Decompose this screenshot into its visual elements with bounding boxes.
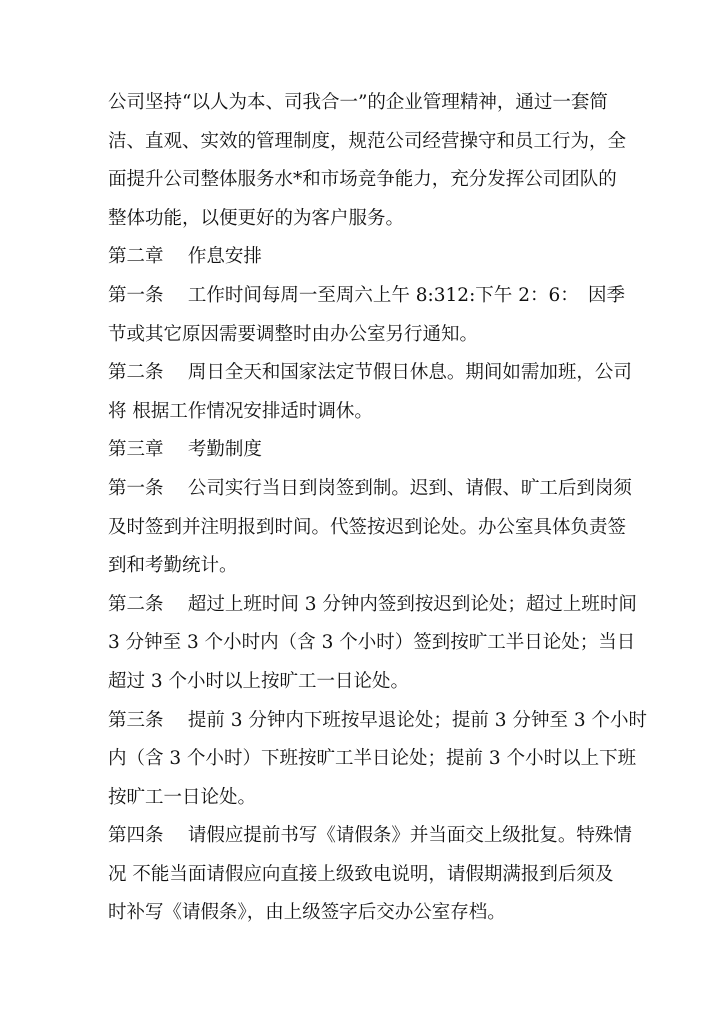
text-line: 整体功能，以便更好的为客户服务。 xyxy=(108,207,405,229)
text-line: 公司坚持“以人为本、司我合一”的企业管理精神，通过一套简 xyxy=(108,92,608,113)
article-holidays xyxy=(108,354,632,431)
text-line: 第四条 请假应提前书写《请假条》并当面交上级批复。特殊情 xyxy=(108,825,632,847)
article-early-leave xyxy=(108,702,647,818)
text-line: 内（含 3 个小时）下班按旷工半日论处；提前 3 个小时以上下班 xyxy=(108,748,637,770)
text-line: 第一条 公司实行当日到岗签到制。迟到、请假、旷工后到岗须 xyxy=(108,477,632,499)
text-line: 面提升公司整体服务水*和市场竞争能力，充分发挥公司团队的 xyxy=(108,169,617,191)
text-line: 第三章 考勤制度 xyxy=(108,439,262,461)
text-line: 及时签到并注明报到时间。代签按迟到论处。办公室具体负责签 xyxy=(108,516,627,538)
text-line: 到和考勤统计。 xyxy=(108,555,238,577)
text-line: 第三条 提前 3 分钟内下班按早退论处；提前 3 分钟至 3 个小时 xyxy=(108,709,647,731)
text-line: 第二条 周日全天和国家法定节假日休息。期间如需加班，公司 xyxy=(108,362,632,384)
text-line: 况 不能当面请假应向直接上级致电说明，请假期满报到后须及 xyxy=(108,863,614,885)
document-page xyxy=(108,84,647,933)
chapter-heading-attendance xyxy=(108,431,618,470)
text-line: 洁、直观、实效的管理制度，规范公司经营操守和员工行为，全 xyxy=(108,130,627,152)
text-line: 第二章 作息安排 xyxy=(108,246,262,268)
article-lateness xyxy=(108,586,637,702)
text-line: 节或其它原因需要调整时由办公室另行通知。 xyxy=(108,323,479,345)
article-working-hours xyxy=(108,277,625,354)
text-line: 第二条 超过上班时间 3 分钟内签到按迟到论处；超过上班时间 xyxy=(108,593,637,615)
text-line: 3 分钟至 3 个小时内（含 3 个小时）签到按旷工半日论处；当日 xyxy=(108,632,636,654)
article-leave-request xyxy=(108,817,632,933)
chapter-heading-work-schedule xyxy=(108,238,618,277)
paragraph-intro xyxy=(108,84,627,238)
text-line: 时补写《请假条》，由上级签字后交办公室存档。 xyxy=(108,902,506,924)
text-line: 第一条 工作时间每周一至周六上午 8:312:下午 2：6： 因季 xyxy=(108,284,625,306)
article-sign-in xyxy=(108,470,632,586)
text-line: 将 根据工作情况安排适时调休。 xyxy=(108,400,373,422)
text-line: 按旷工一日论处。 xyxy=(108,786,257,808)
text-line: 超过 3 个小时以上按旷工一日论处。 xyxy=(108,670,410,692)
